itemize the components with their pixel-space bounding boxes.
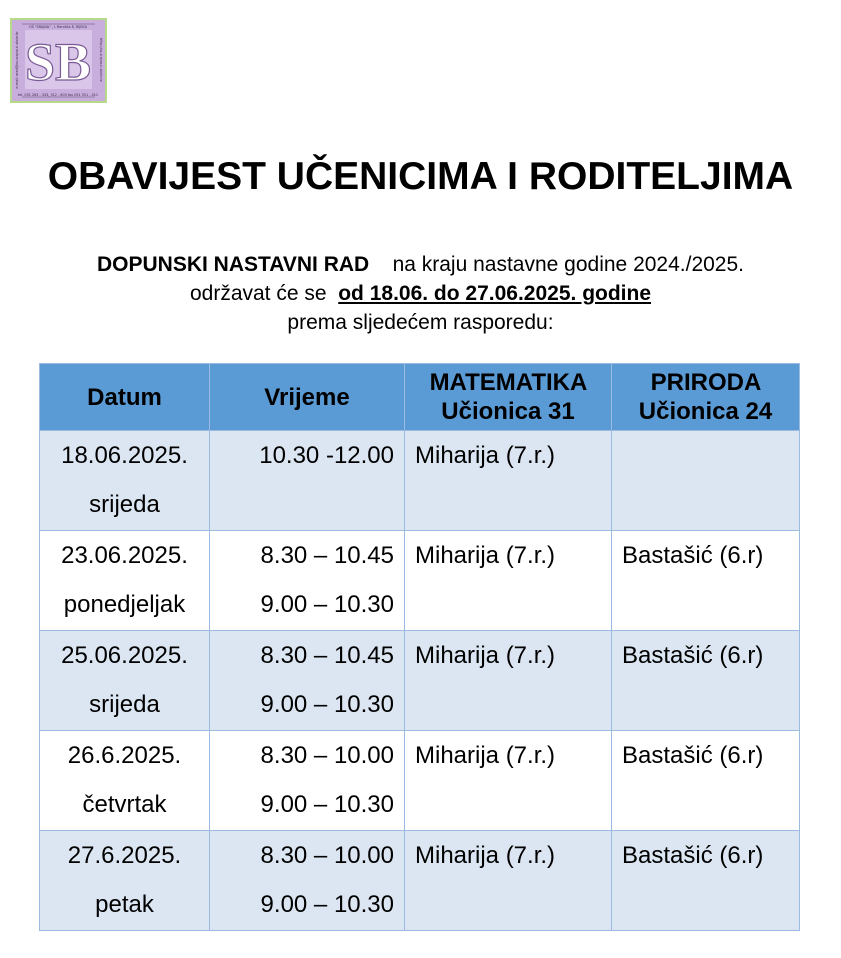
row-date: 23.06.2025. [61,542,188,569]
cell-time [210,631,405,731]
row-date: 27.6.2025. [67,842,182,869]
cell-time [210,831,405,931]
row-time-2: 9.00 – 10.30 [260,591,394,618]
header-date: Datum [40,364,210,431]
intro-line-1 [0,250,841,279]
intro-line-3: prema sljedećem rasporedu: [287,311,554,334]
row-time-1: 8.30 – 10.00 [260,842,394,869]
header-math [405,364,612,431]
intro-held-prefix: održavat će se [189,282,327,305]
table-row [40,531,800,631]
row-date: 18.06.2025. [61,442,188,469]
logo-text-top: OŠ "SRAJNA" , I. Rendića 8, RIJEKA [29,25,87,29]
cell-date [40,631,210,731]
cell-date [40,831,210,931]
cell-time [210,431,405,531]
table-row [40,431,800,531]
logo-letters: SB [24,32,92,92]
row-day: četvrtak [82,791,167,818]
row-time-2: 9.00 – 10.30 [260,891,394,918]
cell-nature-teacher: Bastašić (6.r) [612,731,800,831]
cell-nature-teacher: Bastašić (6.r) [612,831,800,931]
table-header-row [40,364,800,431]
cell-math-teacher: Miharija (7.r.) [405,731,612,831]
logo-text-left: e-mail: ured@os-srajna-ri.skole.hr [15,31,19,89]
cell-date [40,531,210,631]
intro-line-2 [0,279,841,308]
cell-nature-teacher: Bastašić (6.r) [612,531,800,631]
cell-nature-teacher [612,431,800,531]
row-day: ponedjeljak [63,591,186,618]
table-row [40,831,800,931]
cell-math-teacher: Miharija (7.r.) [405,831,612,931]
row-time-1: 10.30 -12.00 [259,442,394,469]
header-nature [612,364,800,431]
table-row [40,731,800,831]
row-date: 26.6.2025. [67,742,182,769]
header-time: Vrijeme [210,364,405,431]
intro-date-range: od 18.06. do 27.06.2025. godine [338,282,652,305]
intro-program-name: DOPUNSKI NASTAVNI RAD [96,253,370,276]
header-math-subject: MATEMATIKA [429,369,587,396]
cell-nature-teacher: Bastašić (6.r) [612,631,800,731]
row-day: srijeda [89,491,160,518]
cell-date [40,731,210,831]
row-date: 25.06.2025. [61,642,188,669]
cell-math-teacher: Miharija (7.r.) [405,431,612,531]
row-time-1: 8.30 – 10.45 [260,542,394,569]
header-nature-subject: PRIRODA [650,369,761,396]
schedule-table [39,363,800,931]
logo-text-right: http://os-srajna-ri.skole.hr [99,38,103,82]
row-time-1: 8.30 – 10.45 [260,642,394,669]
logo-text-bottom: tel. 051 263 - 333, 312 - 603 fax 051 551 - 011 [17,93,99,97]
school-logo [10,18,107,103]
page-title: OBAVIJEST UČENICIMA I RODITELJIMA [47,155,794,198]
row-time-2: 9.00 – 10.30 [260,791,394,818]
table-row [40,631,800,731]
cell-date [40,431,210,531]
row-time-2: 9.00 – 10.30 [260,691,394,718]
row-time-1: 8.30 – 10.00 [260,742,394,769]
row-day: petak [95,891,154,918]
intro-text [0,250,841,337]
cell-math-teacher: Miharija (7.r.) [405,531,612,631]
row-day: srijeda [89,691,160,718]
cell-time [210,531,405,631]
header-math-room: Učionica 31 [441,398,575,425]
cell-time [210,731,405,831]
header-nature-room: Učionica 24 [638,398,773,425]
cell-math-teacher: Miharija (7.r.) [405,631,612,731]
intro-school-year: na kraju nastavne godine 2024./2025. [392,253,745,276]
